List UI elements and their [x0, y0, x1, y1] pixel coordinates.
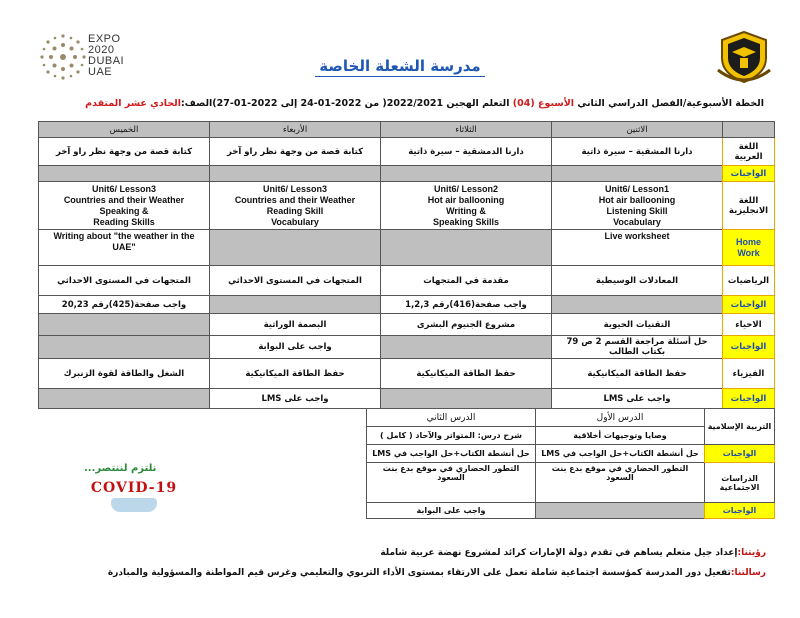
subject-label: اللغة العربية: [723, 138, 775, 166]
table-row: [39, 336, 775, 359]
lesson-cell: مشروع الجنيوم البشرى: [381, 314, 552, 336]
lesson-cell: وصايا وتوجيهات أخلاقية: [536, 427, 705, 445]
lesson-cell: [39, 314, 210, 336]
lesson-header: الدرس الأول: [536, 409, 705, 427]
lesson-cell: مقدمة في المتجهات: [381, 266, 552, 296]
lesson-cell: المتجهات في المستوى الاحداثي: [39, 266, 210, 296]
subject-label: الفيزياء: [723, 359, 775, 389]
table-row: [367, 503, 775, 519]
homework-cell: Writing about "the weather in the UAE": [39, 230, 210, 266]
table-row: [39, 389, 775, 409]
homework-cell: واجب على البوابة: [210, 336, 381, 359]
subjects-lessons-table: [366, 408, 775, 519]
homework-cell: واجب صفحة(416)رقم 1,2,3: [381, 296, 552, 314]
table-row: [39, 314, 775, 336]
weekly-plan-heading: الخطة الأسبوعية/الفصل الدراسي الثاني الأسبوع (04) التعلم الهجين 2022/2021( من 2022-01-24 إلى 2022-01-27)الصف:الحادي عشر المتقدم: [85, 98, 764, 109]
table-row: [39, 182, 775, 230]
homework-label: الواجبات: [723, 296, 775, 314]
lesson-cell: شرح درس: المتواتر والآحاد ( كامل ): [367, 427, 536, 445]
homework-cell: [552, 296, 723, 314]
homework-cell: واجب على البوابة: [367, 503, 536, 519]
lesson-cell: كتابة قصة من وجهة نظر راو آخر: [210, 138, 381, 166]
table-row: [39, 138, 775, 166]
subject-label: التربية الإسلامية: [705, 409, 775, 445]
homework-cell: Live worksheet: [552, 230, 723, 266]
lesson-cell: Unit6/ Lesson2 Hot air ballooning Writing & Speaking Skills: [381, 182, 552, 230]
lesson-cell: حفظ الطاقة الميكانيكية: [210, 359, 381, 389]
lesson-cell: Unit6/ Lesson3 Countries and their Weather Reading Skill Vocabulary: [210, 182, 381, 230]
homework-label: الواجبات: [705, 445, 775, 463]
corner-cell: [723, 122, 775, 138]
expo-text-line: UAE: [88, 66, 113, 78]
lesson-cell: التطور الحضاري في موقع بدع بنت السعود: [367, 463, 536, 503]
homework-label: الواجبات: [705, 503, 775, 519]
day-header: الثلاثاء: [381, 122, 552, 138]
expo-text-line: DUBAI: [88, 55, 125, 67]
homework-cell: [381, 166, 552, 182]
lesson-cell: Unit6/ Lesson3 Countries and their Weather Speaking & Reading Skills: [39, 182, 210, 230]
table-row: [39, 359, 775, 389]
table-row: [39, 230, 775, 266]
homework-cell: [381, 336, 552, 359]
homework-cell: [381, 389, 552, 409]
homework-cell: [210, 166, 381, 182]
covid-label: COVID-19: [90, 480, 178, 496]
homework-label: الواجبات: [723, 389, 775, 409]
table-row: [39, 266, 775, 296]
lesson-cell: Unit6/ Lesson1 Hot air ballooning Listening Skill Vocabulary: [552, 182, 723, 230]
lesson-cell: الشغل والطاقة لقوة الزنبرك: [39, 359, 210, 389]
lesson-cell: التطور الحضاري في موقع بدع بنت السعود: [536, 463, 705, 503]
table-row: [39, 166, 775, 182]
mission-statement: رسالتنا:تفعيل دور المدرسة كمؤسسة اجتماعية شاملة تعمل على الارتقاء بمستوى الأداء التربوي والتعليمي وغرس قيم المواطنة والمسؤولية والمبادرة: [107, 568, 766, 578]
homework-cell: [552, 166, 723, 182]
homework-cell: واجب على LMS: [210, 389, 381, 409]
homework-label: Home Work: [723, 230, 775, 266]
subject-label: الاحياء: [723, 314, 775, 336]
homework-cell: حل أسئلة مراجعة القسم 2 ص 79 بكتاب الطالب: [552, 336, 723, 359]
lesson-cell: دارنا المشقية – سيرة ذاتية: [552, 138, 723, 166]
homework-cell: حل أنشطة الكتاب+حل الواجب في LMS: [367, 445, 536, 463]
expo-text-line: 2020: [88, 44, 115, 56]
lesson-cell: كتابة قصة من وجهة نظر راو آخر: [39, 138, 210, 166]
school-name: مدرسة الشعلة الخاصة: [0, 57, 800, 75]
table-header-row: [367, 409, 775, 427]
homework-cell: [536, 503, 705, 519]
homework-cell: [381, 230, 552, 266]
lesson-cell: المتجهات في المستوى الاحداثي: [210, 266, 381, 296]
table-row: [39, 296, 775, 314]
subject-label: اللغة الانجليزية: [723, 182, 775, 230]
homework-cell: [39, 389, 210, 409]
day-header: الخميس: [39, 122, 210, 138]
covid-banner: [84, 480, 184, 520]
weekly-schedule-table: [38, 121, 775, 409]
vision-statement: رؤيتنا:إعداد جيل متعلم يساهم في تقدم دولة الإمارات كرائد لمشروع نهضة عربية شاملة: [380, 548, 766, 558]
table-header-row: [39, 122, 775, 138]
subject-label: الرياضيات: [723, 266, 775, 296]
lesson-cell: البصمة الوراثية: [210, 314, 381, 336]
table-row: [367, 463, 775, 503]
homework-cell: [210, 230, 381, 266]
lesson-cell: دارنا الدمشقية – سيرة ذاتية: [381, 138, 552, 166]
homework-cell: حل أنشطة الكتاب+حل الواجب في LMS: [536, 445, 705, 463]
subject-label: الدراسات الاجتماعية: [705, 463, 775, 503]
lesson-header: الدرس الثاني: [367, 409, 536, 427]
homework-label: الواجبات: [723, 336, 775, 359]
homework-cell: واجب على LMS: [552, 389, 723, 409]
face-mask-icon: [111, 498, 157, 512]
lesson-cell: التقنيات الحيوية: [552, 314, 723, 336]
homework-cell: [39, 166, 210, 182]
homework-cell: [210, 296, 381, 314]
homework-cell: واجب صفحة(425)رقم 20,23: [39, 296, 210, 314]
lesson-cell: المعادلات الوسيطية: [552, 266, 723, 296]
homework-label: الواجبات: [723, 166, 775, 182]
lesson-cell: حفظ الطاقة الميكانيكية: [552, 359, 723, 389]
slogan-text: نلتزم لننتصر...: [84, 463, 157, 474]
lesson-cell: حفظ الطاقة الميكانيكية: [381, 359, 552, 389]
day-header: الأربعاء: [210, 122, 381, 138]
table-row: [367, 445, 775, 463]
homework-cell: [39, 336, 210, 359]
expo-text-line: EXPO: [88, 33, 121, 45]
day-header: الاثنين: [552, 122, 723, 138]
